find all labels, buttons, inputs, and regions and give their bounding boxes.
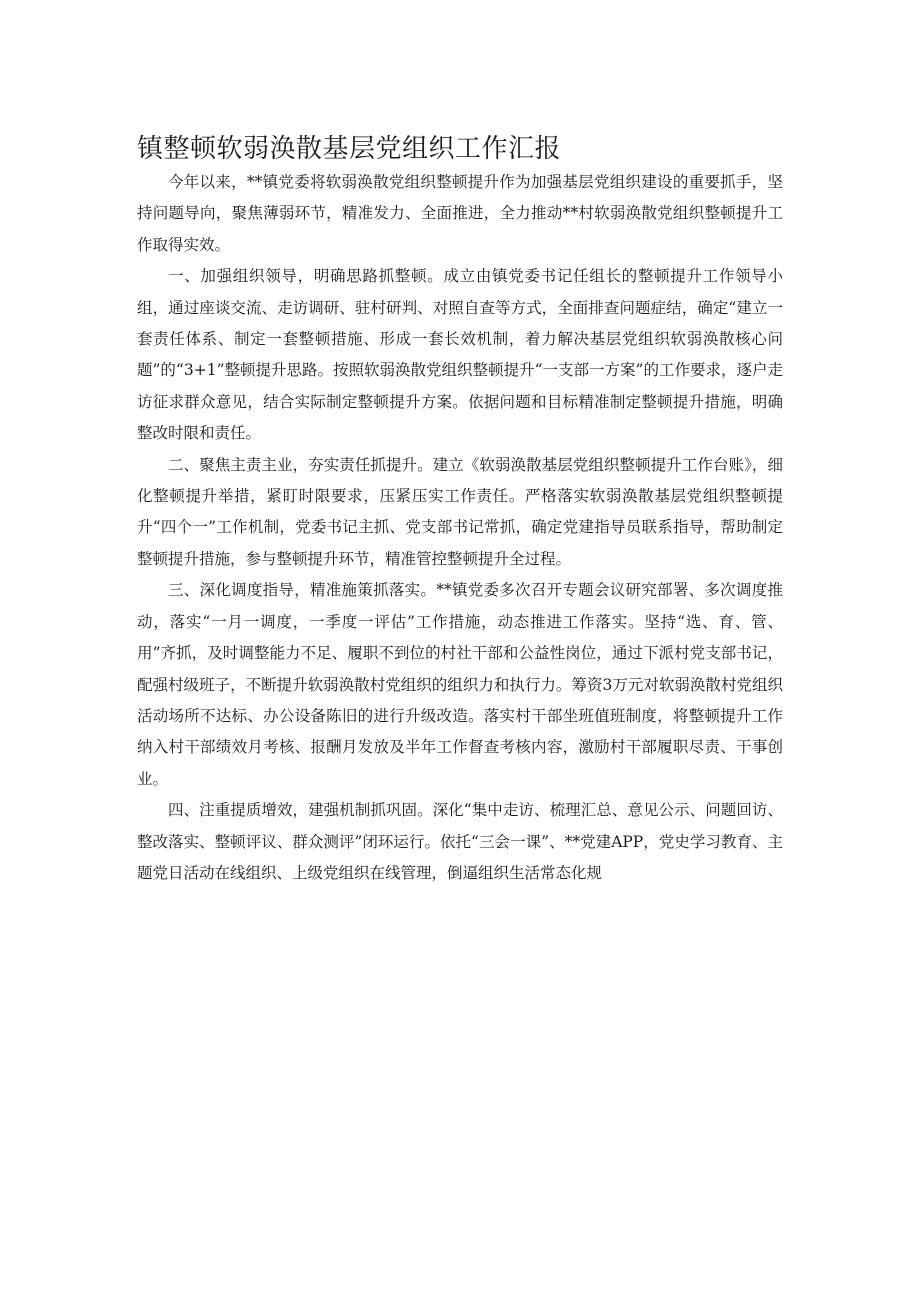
paragraph-intro: 今年以来，**镇党委将软弱涣散党组织整顿提升作为加强基层党组织建设的重要抓手，坚持问题导向，聚焦薄弱环节，精准发力、全面推进，全力推动**村软弱涣散党组织整顿提升工作取得实效。 [137,173,783,254]
document-title: 镇整顿软弱涣散基层党组织工作汇报 [137,134,562,164]
paragraph-section-4: 四、注重提质增效，建强机制抓巩固。深化“集中走访、梳理汇总、意见公示、问题回访、整改落实、整顿评议、群众测评”闭环运行。依托“三会一课”、**党建APP，党史学习教育、主题党日活动在线组织、上级党组织在线管理，倒逼组织生活常态化规 [137,801,783,882]
paragraph-section-2: 二、聚焦主责主业，夯实责任抓提升。建立《软弱涣散基层党组织整顿提升工作台账》，细化整顿提升举措，紧盯时限要求，压紧压实工作责任。严格落实软弱涣散基层党组织整顿提升“四个一”工作机制，党委书记主抓、党支部书记常抓，确定党建指导员联系指导，帮助制定整顿提升措施，参与整顿提升环节，精准管控整顿提升全过程。 [137,455,783,568]
document-body [137,167,783,889]
paragraph-section-1: 一、加强组织领导，明确思路抓整顿。成立由镇党委书记任组长的整顿提升工作领导小组，通过座谈交流、走访调研、驻村研判、对照自查等方式，全面排查问题症结，确定“建立一套责任体系、制定一套整顿措施、形成一套长效机制，着力解决基层党组织软弱涣散核心问题”的“3+1”整顿提升思路。按照软弱涣散党组织整顿提升“一支部一方案”的工作要求，逐户走访征求群众意见，结合实际制定整顿提升方案。依据问题和目标精准制定整顿提升措施，明确整改时限和责任。 [137,267,783,443]
paragraph-section-3: 三、深化调度指导，精准施策抓落实。**镇党委多次召开专题会议研究部署、多次调度推动，落实“一月一调度，一季度一评估”工作措施，动态推进工作落实。坚持“选、育、管、用”齐抓，及时调整能力不足、履职不到位的村社干部和公益性岗位，通过下派村党支部书记，配强村级班子，不断提升软弱涣散村党组织的组织力和执行力。筹资3万元对软弱涣散村党组织活动场所不达标、办公设备陈旧的进行升级改造。落实村干部坐班值班制度，将整顿提升工作纳入村干部绩效月考核、报酬月发放及半年工作督查考核内容，激励村干部履职尽责、干事创业。 [137,581,783,788]
